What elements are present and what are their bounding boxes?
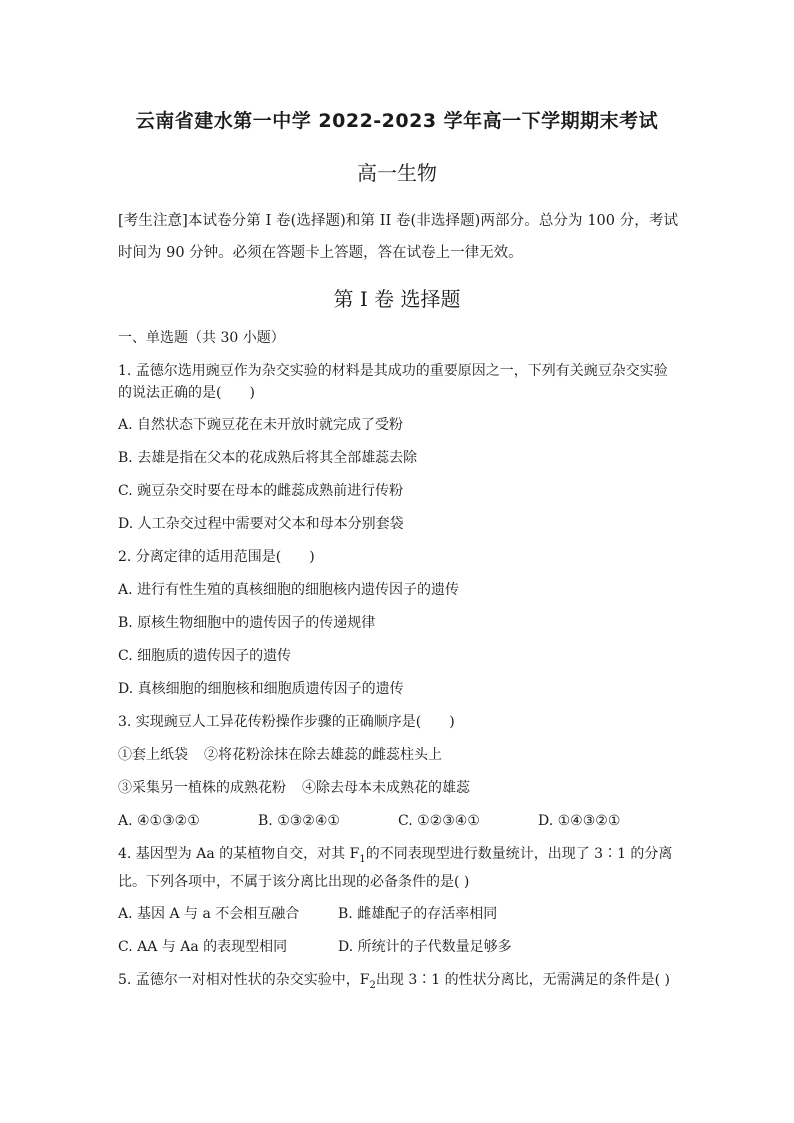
question-3-step-3: ③采集另一植株的成熟花粉 [118, 780, 286, 796]
exam-subject: 高一生物 [357, 161, 437, 185]
question-1-option-d: D. 人工杂交过程中需要对父本和母本分别套袋 [118, 516, 404, 532]
question-5-stem-subscript: 2 [369, 979, 376, 991]
question-4-stem [118, 843, 678, 893]
question-3-stem: 3. 实现豌豆人工异花传粉操作步骤的正确顺序是( ) [118, 714, 455, 730]
question-4-option-a: A. 基因 A 与 a 不会相互融合 [118, 905, 300, 922]
question-5-stem [118, 969, 678, 997]
exam-title: 云南省建水第一中学 2022-2023 学年高一下学期期末考试 [135, 110, 659, 132]
question-2-stem: 2. 分离定律的适用范围是( ) [118, 549, 315, 565]
question-3-option-b: B. ①③②④① [258, 813, 340, 829]
question-1-stem: 1. 孟德尔选用豌豆作为杂交实验的材料是其成功的重要原因之一，下列有关豌豆杂交实验的说法正确的是( ) [118, 363, 668, 401]
question-2-option-b: B. 原核生物细胞中的遗传因子的传递规律 [118, 615, 376, 631]
question-4-option-c: C. AA 与 Aa 的表现型相同 [118, 938, 288, 955]
question-area [118, 322, 678, 1002]
question-5-stem-pre: 5. 孟德尔一对相对性状的杂交实验中，F [118, 971, 370, 988]
question-3-option-a: A. ④①③②① [118, 813, 200, 829]
question-4-stem-post: 的不同表现型进行数量统计，出现了 3∶1 的分离比。下列各项中，不属于该分离比出现的必备条件的是( ) [118, 846, 673, 890]
section-title: 第 I 卷 选择题 [333, 287, 461, 311]
question-3-steps-row-1 [118, 739, 678, 772]
question-1-option-a: A. 自然状态下豌豆花在未开放时就完成了受粉 [118, 417, 404, 433]
question-1-option-c: C. 豌豆杂交时要在母本的雌蕊成熟前进行传粉 [118, 483, 404, 499]
question-3-option-d: D. ①④③②① [538, 813, 621, 829]
exam-notice: [考生注意]本试卷分第 I 卷(选择题)和第 II 卷(非选择题)两部分。总分为 100 分，考试时间为 90 分钟。必须在答题卡上答题，答在试卷上一律无效。 [118, 213, 678, 261]
question-4-options-row-1 [118, 898, 678, 931]
question-4-option-b: B. 雌雄配子的存活率相同 [338, 905, 498, 922]
part-label: 一、单选题（共 30 小题） [118, 330, 285, 346]
question-4-stem-subscript: 1 [359, 853, 366, 865]
question-2-option-c: C. 细胞质的遗传因子的遗传 [118, 648, 292, 664]
question-1-option-b: B. 去雄是指在父本的花成熟后将其全部雄蕊去除 [118, 450, 418, 466]
question-3-option-c: C. ①②③④① [398, 813, 480, 829]
question-2-option-a: A. 进行有性生殖的真核细胞的细胞核内遗传因子的遗传 [118, 582, 460, 598]
question-3-step-1: ①套上纸袋 [118, 747, 188, 763]
question-2-option-d: D. 真核细胞的细胞核和细胞质遗传因子的遗传 [118, 681, 404, 697]
question-3-step-4: ④除去母本未成熟花的雄蕊 [302, 780, 470, 796]
question-4-stem-pre: 4. 基因型为 Aa 的某植物自交，对其 F [118, 846, 360, 862]
question-3-step-2: ②将花粉涂抹在除去雄蕊的雌蕊柱头上 [204, 747, 442, 763]
question-4-options-row-2 [118, 931, 678, 964]
question-3-steps-row-2 [118, 772, 678, 805]
question-4-option-d: D. 所统计的子代数量足够多 [338, 938, 512, 955]
question-3-options [118, 805, 678, 838]
question-5-stem-post: 出现 3∶1 的性状分离比，无需满足的条件是( ) [375, 971, 670, 988]
